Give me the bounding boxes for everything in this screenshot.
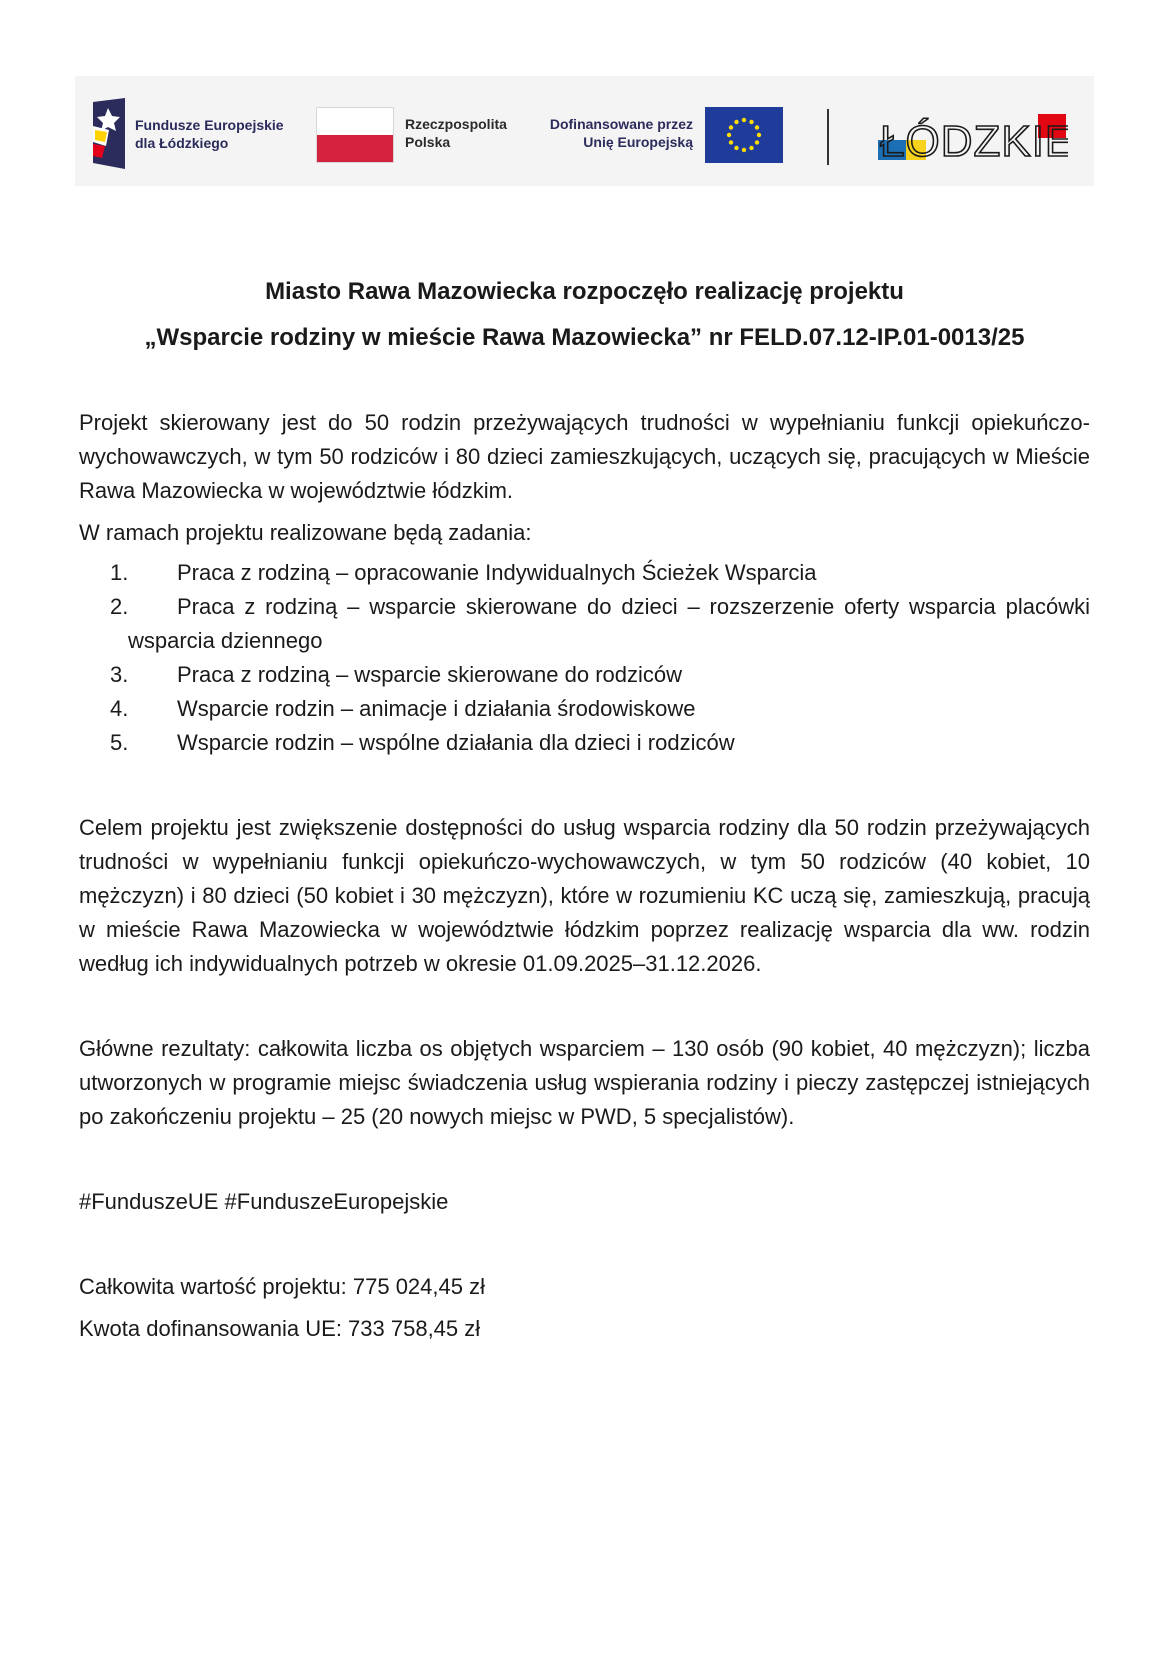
list-item bbox=[79, 590, 1090, 658]
list-item bbox=[79, 692, 1090, 726]
document-content bbox=[79, 269, 1090, 1346]
list-item bbox=[79, 658, 1090, 692]
ue-line2: Unię Europejską bbox=[583, 134, 693, 150]
unia-europejska-logo bbox=[533, 107, 783, 165]
task-text: Wsparcie rodzin – wspólne działania dla dzieci i rodziców bbox=[177, 730, 735, 755]
task-text: Wsparcie rodzin – animacje i działania środowiskowe bbox=[177, 696, 696, 721]
lodzkie-logo bbox=[878, 106, 1068, 166]
tasks-list bbox=[79, 556, 1090, 760]
list-item bbox=[79, 556, 1090, 590]
fe-line1: Fundusze Europejskie bbox=[135, 117, 284, 133]
intro-paragraph: Projekt skierowany jest do 50 rodzin przeżywających trudności w wypełnianiu funkcji opiekuńczo-wychowawczych, w tym 50 rodziców i 80 dzieci zamieszkujących, uczących się, pracujących w Mieście Rawa Mazowiecka w województwie łódzkim. bbox=[79, 410, 1090, 503]
title-line-1: Miasto Rawa Mazowiecka rozpoczęło realizację projektu bbox=[265, 278, 904, 305]
task-text: Praca z rodziną – wsparcie skierowane do dzieci – rozszerzenie oferty wsparcia placówki wsparcia dziennego bbox=[128, 594, 1090, 653]
rp-line1: Rzeczpospolita bbox=[405, 116, 507, 132]
fundusze-europejskie-logo bbox=[89, 96, 289, 171]
fe-line2: dla Łódzkiego bbox=[135, 135, 229, 151]
ue-line1: Dofinansowane przez bbox=[549, 116, 693, 132]
task-text: Praca z rodziną – opracowanie Indywidualnych Ścieżek Wsparcia bbox=[177, 560, 817, 585]
task-number: 2. bbox=[110, 594, 129, 619]
goal-paragraph: Celem projektu jest zwiększenie dostępności do usług wsparcia rodziny dla 50 rodzin przeżywających trudności w wypełnianiu funkcji opiekuńczo-wychowawczych, w tym 50 rodziców (40 kobiet, 10 mężczyzn) i 80 dzieci (50 kobiet i 30 mężczyzn), które w rozumieniu KC uczą się, zamieszkują, pracują w mieście Rawa Mazowiecka w województwie łódzkim poprzez realizację wsparcia dla ww. rodzin według ich indywidualnych potrzeb w okresie 01.09.2025–31.12.2026. bbox=[79, 815, 1090, 976]
list-item bbox=[79, 726, 1090, 760]
title-line-2: „Wsparcie rodziny w mieście Rawa Mazowiecka” nr FELD.07.12-IP.01-0013/25 bbox=[144, 324, 1025, 351]
eu-funding: Kwota dofinansowania UE: 733 758,45 zł bbox=[79, 1316, 481, 1341]
task-number: 1. bbox=[110, 560, 129, 585]
logo-bar bbox=[75, 76, 1094, 186]
rp-line2: Polska bbox=[405, 134, 451, 150]
eu-flag-icon bbox=[705, 107, 783, 163]
polish-flag-icon bbox=[316, 107, 394, 163]
lodzkie-text: ŁÓDZKIE bbox=[880, 117, 1068, 166]
hashtags: #FunduszeUE #FunduszeEuropejskie bbox=[79, 1189, 449, 1214]
rzeczpospolita-polska-logo bbox=[316, 107, 516, 163]
task-number: 5. bbox=[110, 730, 129, 755]
logo-divider bbox=[827, 109, 829, 165]
fe-star-icon bbox=[89, 96, 129, 171]
task-number: 3. bbox=[110, 662, 129, 687]
lodzkie-wordmark-icon bbox=[878, 106, 1068, 166]
tasks-intro: W ramach projektu realizowane będą zadania: bbox=[79, 520, 532, 545]
task-number: 4. bbox=[110, 696, 129, 721]
total-value: Całkowita wartość projektu: 775 024,45 zł bbox=[79, 1274, 485, 1299]
results-paragraph: Główne rezultaty: całkowita liczba os objętych wsparciem – 130 osób (90 kobiet, 40 mężczyzn); liczba utworzonych w programie miejsc świadczenia usług wspierania rodziny i pieczy zastępczej istniejących po zakończeniu projektu – 25 (20 nowych miejsc w PWD, 5 specjalistów). bbox=[79, 1036, 1090, 1129]
task-text: Praca z rodziną – wsparcie skierowane do rodziców bbox=[177, 662, 683, 687]
